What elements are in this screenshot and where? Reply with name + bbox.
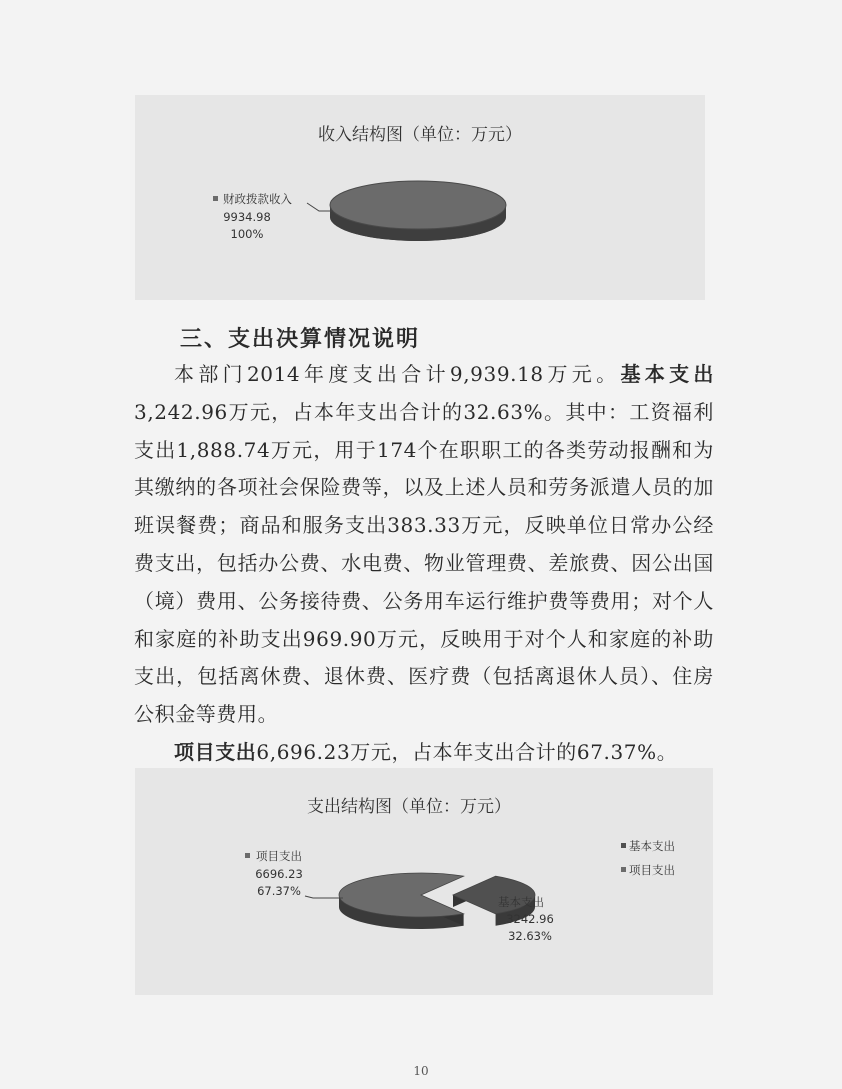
leader-line-project bbox=[305, 896, 343, 898]
expense-pie-svg bbox=[135, 768, 713, 995]
body-text bbox=[134, 356, 714, 772]
label-swatch-project bbox=[245, 853, 250, 858]
slice-label-percent: 100% bbox=[230, 227, 264, 241]
chart-title: 收入结构图（单位：万元） bbox=[318, 125, 522, 145]
bold-term-project-expense: 项目支出 bbox=[174, 739, 257, 764]
paragraph-text: 6,696.23万元，占本年支出合计的67.37%。 bbox=[256, 739, 678, 764]
paragraph-basic-expense bbox=[134, 356, 714, 734]
legend-swatch-project bbox=[621, 867, 626, 872]
income-pie-svg bbox=[135, 95, 705, 300]
label-swatch-basic bbox=[488, 899, 493, 904]
slice-label-name: 财政拨款收入 bbox=[223, 192, 292, 206]
slice-label-basic-percent: 32.63% bbox=[508, 929, 552, 943]
legend-basic: 基本支出 bbox=[629, 839, 675, 853]
slice-label-basic-name: 基本支出 bbox=[498, 895, 544, 909]
slice-label-project-name: 项目支出 bbox=[256, 849, 302, 863]
slice-label-project-percent: 67.37% bbox=[257, 884, 301, 898]
slice-label-basic-value: 3242.96 bbox=[506, 912, 554, 926]
legend-project: 项目支出 bbox=[629, 863, 675, 877]
slice-label-project-value: 6696.23 bbox=[255, 867, 303, 881]
section-heading: 三、支出决算情况说明 bbox=[180, 327, 421, 352]
paragraph-text: 本部门2014年度支出合计9,939.18万元。 bbox=[174, 362, 621, 386]
legend-swatch bbox=[213, 196, 218, 201]
legend-swatch-basic bbox=[621, 843, 626, 848]
pie-slice-fiscal-appropriation bbox=[330, 181, 506, 229]
paragraph-text: 3,242.96万元，占本年支出合计的32.63%。其中：工资福利支出1,888.74万元，用于174个在职职工的各类劳动报酬和为其缴纳的各项社会保险费等，以及上述人员和劳务派遣人员的加班误餐费；商品和服务支出383.33万元，反映单位日常办公经费支出，包括办公费、水电费、物业管理费、差旅费、因公出国（境）费用、公务接待费、公务用车运行维护费等费用；对个人和家庭的补助支出969.90万元，反映用于对个人和家庭的补助支出，包括离休费、退休费、医疗费（包括离退休人员）、住房公积金等费用。 bbox=[134, 399, 714, 727]
leader-line bbox=[307, 203, 333, 211]
page-number: 10 bbox=[413, 1064, 429, 1078]
slice-label-value: 9934.98 bbox=[223, 210, 271, 224]
chart-title: 支出结构图（单位：万元） bbox=[307, 797, 511, 817]
expense-structure-chart bbox=[135, 768, 713, 995]
income-structure-chart bbox=[135, 95, 705, 300]
bold-term-basic-expense: 基本支出 bbox=[620, 362, 714, 386]
paragraph-project-expense bbox=[134, 734, 714, 772]
